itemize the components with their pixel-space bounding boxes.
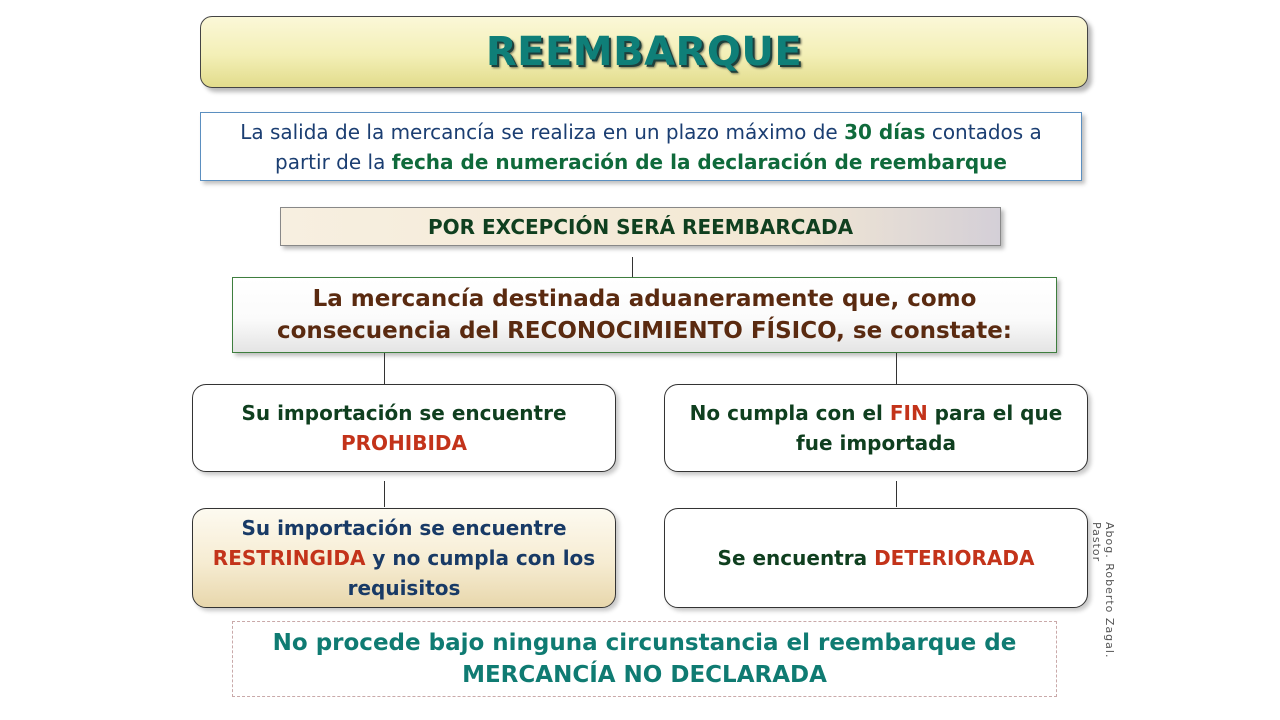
condition-purpose-card <box>664 384 1088 472</box>
connector-left-lower <box>384 481 385 507</box>
connector-right-lower <box>896 481 897 507</box>
condition-deteriorated-text <box>718 543 1035 573</box>
intro-box <box>200 112 1082 181</box>
condition-purpose-pre: No cumpla con el <box>689 401 890 425</box>
condition-purpose-post: para el que fue importada <box>796 401 1063 455</box>
condition-restricted-highlight: RESTRINGIDA <box>212 546 366 570</box>
condition-deteriorated-pre: Se encuentra <box>717 546 875 570</box>
page-title: REEMBARQUE <box>485 29 803 75</box>
intro-days: 30 días <box>844 119 926 144</box>
intro-date-phrase: fecha de numeración de la declaración de reembarque <box>391 149 1007 174</box>
condition-purpose-highlight: FIN <box>889 401 928 425</box>
exception-header-label: POR EXCEPCIÓN SERÁ REEMBARCADA <box>427 214 854 239</box>
condition-purpose-text <box>681 398 1071 458</box>
author-credit: Abog. Roberto Zagal. Pastor <box>1090 522 1116 659</box>
intro-part1: La salida de la mercancía se realiza en un plazo máximo de <box>240 119 845 144</box>
exception-header <box>280 207 1001 246</box>
connector-exception-main <box>632 257 633 277</box>
undeclared-goods-note-text: No procede bajo ninguna circunstancia el reembarque de MERCANCÍA NO DECLARADA <box>272 630 1017 688</box>
condition-restricted-card <box>192 508 616 608</box>
condition-prohibited-card <box>192 384 616 472</box>
main-statement-box <box>232 277 1057 353</box>
connector-main-left <box>384 353 385 384</box>
intro-text <box>215 117 1067 177</box>
condition-restricted-text <box>209 513 599 603</box>
title-banner <box>200 16 1088 88</box>
condition-prohibited-highlight: PROHIBIDA <box>340 431 467 455</box>
condition-restricted-post: y no cumpla con los requisitos <box>347 546 596 600</box>
condition-deteriorated-card <box>664 508 1088 608</box>
connector-main-right <box>896 353 897 384</box>
undeclared-goods-note <box>232 621 1057 697</box>
condition-restricted-pre: Su importación se encuentre <box>241 516 567 540</box>
condition-prohibited-text <box>241 398 566 458</box>
main-statement: La mercancía destinada aduaneramente que, como consecuencia del RECONOCIMIENTO FÍSICO, se constate: <box>277 286 1012 344</box>
condition-prohibited-pre: Su importación se encuentre <box>241 401 567 425</box>
intro-part2: contados a partir de la <box>275 119 1042 174</box>
condition-deteriorated-highlight: DETERIORADA <box>874 546 1035 570</box>
